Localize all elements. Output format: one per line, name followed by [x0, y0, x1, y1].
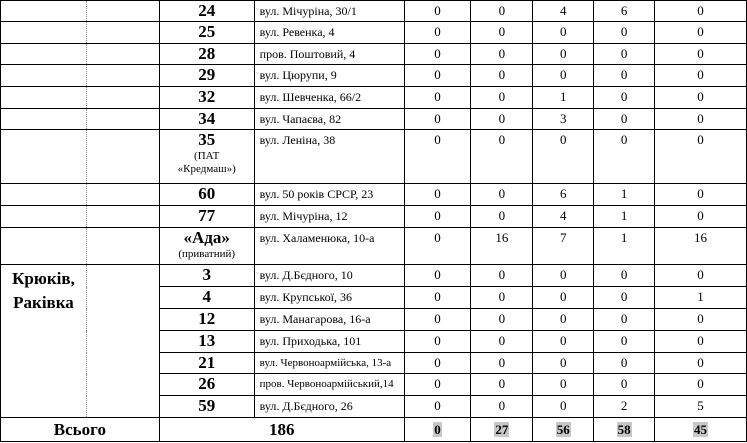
school-number-text: 59 [198, 396, 216, 415]
table-row [1, 65, 747, 87]
district-cell [1, 87, 87, 109]
value-cell: 0 [655, 65, 747, 87]
school-number-text: 12 [198, 309, 216, 328]
value-cell: 0 [404, 228, 471, 265]
value-cell: 16 [655, 228, 747, 265]
value-cell: 1 [594, 206, 655, 228]
value-cell: 0 [471, 265, 533, 287]
school-note: (приватний) [178, 248, 236, 260]
value-cell: 0 [471, 1, 533, 22]
table-row [1, 44, 747, 65]
value-cell: 0 [471, 130, 533, 184]
value-cell: 0 [471, 184, 533, 206]
school-number-text: 32 [198, 87, 216, 106]
value-cell: 1 [594, 184, 655, 206]
school-address: вул. Д.Бєдного, 26 [254, 396, 404, 418]
school-address: пров. Поштовий, 4 [254, 44, 404, 65]
table-row [1, 206, 747, 228]
district-cell [86, 206, 159, 228]
school-number [159, 331, 254, 353]
value-cell: 0 [655, 206, 747, 228]
value-cell: 0 [655, 374, 747, 396]
district-cell [86, 1, 159, 22]
school-address: вул. Д.Бєдного, 10 [254, 265, 404, 287]
value-cell: 0 [533, 287, 594, 309]
school-address: вул. Червоноармійська, 13-а [254, 353, 404, 374]
value-cell: 0 [655, 184, 747, 206]
table-body [1, 1, 747, 442]
total-value: 56 [556, 421, 570, 437]
value-cell: 0 [471, 309, 533, 331]
value-cell: 0 [655, 87, 747, 109]
value-cell: 0 [594, 353, 655, 374]
value-cell: 0 [655, 265, 747, 287]
value-cell: 0 [404, 374, 471, 396]
value-cell: 0 [471, 109, 533, 130]
school-number [159, 44, 254, 65]
school-note: «Кредмаш») [177, 163, 236, 175]
value-cell: 0 [404, 265, 471, 287]
value-cell: 0 [471, 396, 533, 418]
value-cell: 5 [655, 396, 747, 418]
value-cell: 0 [533, 22, 594, 44]
school-number [159, 109, 254, 130]
value-cell: 0 [655, 44, 747, 65]
school-address: вул. Халаменюка, 10-а [254, 228, 404, 265]
value-cell: 0 [594, 331, 655, 353]
value-cell: 1 [533, 87, 594, 109]
table-row [1, 1, 747, 22]
school-number-text: 21 [198, 353, 216, 372]
school-number [159, 287, 254, 309]
value-cell: 0 [404, 109, 471, 130]
value-cell: 0 [655, 109, 747, 130]
value-cell: 0 [594, 265, 655, 287]
school-number [159, 374, 254, 396]
school-number [159, 184, 254, 206]
value-cell: 0 [404, 353, 471, 374]
value-cell: 0 [594, 309, 655, 331]
district-cell [86, 22, 159, 44]
school-number [159, 1, 254, 22]
value-cell: 0 [471, 44, 533, 65]
district-cell [86, 265, 159, 418]
school-address: вул. Леніна, 38 [254, 130, 404, 184]
value-cell: 1 [594, 228, 655, 265]
value-cell: 0 [404, 130, 471, 184]
school-number-text: 3 [202, 265, 211, 284]
district-cell [86, 228, 159, 265]
school-number-text: 4 [202, 287, 211, 306]
value-cell: 6 [533, 184, 594, 206]
school-number-text: 25 [198, 22, 216, 41]
table-row [1, 22, 747, 44]
district-cell [1, 109, 87, 130]
value-cell: 16 [471, 228, 533, 265]
school-number [159, 22, 254, 44]
value-cell: 0 [533, 130, 594, 184]
value-cell: 0 [594, 130, 655, 184]
value-cell: 0 [404, 309, 471, 331]
value-cell: 0 [655, 22, 747, 44]
table-row [1, 184, 747, 206]
value-cell: 0 [471, 374, 533, 396]
value-cell: 4 [533, 206, 594, 228]
total-value-cell [404, 418, 471, 442]
value-cell: 0 [533, 309, 594, 331]
school-address: вул. Мічуріна, 30/1 [254, 1, 404, 22]
value-cell: 0 [404, 206, 471, 228]
value-cell: 0 [404, 1, 471, 22]
school-number-text: 77 [198, 206, 216, 225]
district-cell [1, 65, 87, 87]
total-row [1, 418, 747, 442]
value-cell: 0 [404, 22, 471, 44]
total-number: 186 [159, 418, 404, 442]
school-number [159, 309, 254, 331]
school-address: вул. Шевченка, 66/2 [254, 87, 404, 109]
value-cell: 0 [533, 331, 594, 353]
value-cell: 0 [404, 65, 471, 87]
value-cell: 0 [404, 44, 471, 65]
district-cell [1, 1, 87, 22]
value-cell: 0 [655, 331, 747, 353]
value-cell: 3 [533, 109, 594, 130]
school-number [159, 206, 254, 228]
school-address: вул. 50 років СРСР, 23 [254, 184, 404, 206]
table-row [1, 228, 747, 265]
value-cell: 0 [594, 22, 655, 44]
school-number-text: 26 [198, 374, 216, 393]
school-number-text: 35 [198, 130, 216, 149]
value-cell: 0 [471, 353, 533, 374]
value-cell: 0 [655, 130, 747, 184]
district-cell [1, 44, 87, 65]
value-cell: 0 [471, 22, 533, 44]
district-cell [86, 44, 159, 65]
district-cell [1, 228, 87, 265]
district-cell [1, 22, 87, 44]
value-cell: 0 [594, 87, 655, 109]
district-cell [1, 265, 87, 418]
value-cell: 4 [533, 1, 594, 22]
school-number-text: 24 [198, 1, 216, 20]
value-cell: 0 [471, 65, 533, 87]
value-cell: 0 [471, 287, 533, 309]
value-cell: 0 [404, 331, 471, 353]
value-cell: 0 [404, 184, 471, 206]
school-address: вул. Манагарова, 16-а [254, 309, 404, 331]
school-number [159, 353, 254, 374]
school-number [159, 130, 254, 184]
total-label: Всього [1, 418, 160, 442]
value-cell: 0 [404, 287, 471, 309]
school-address: пров. Червоноармійський,14 [254, 374, 404, 396]
district-cell [1, 184, 87, 206]
school-address: вул. Цюрупи, 9 [254, 65, 404, 87]
school-number [159, 265, 254, 287]
total-value-cell [533, 418, 594, 442]
district-cell [86, 109, 159, 130]
value-cell: 0 [533, 65, 594, 87]
total-value-cell [471, 418, 533, 442]
table-row [1, 265, 747, 287]
value-cell: 0 [655, 1, 747, 22]
school-address: вул. Приходька, 101 [254, 331, 404, 353]
school-number-text: 13 [198, 331, 216, 350]
table-row [1, 130, 747, 184]
value-cell: 0 [533, 396, 594, 418]
school-number [159, 65, 254, 87]
district-cell [1, 130, 87, 184]
school-number [159, 396, 254, 418]
value-cell: 0 [533, 353, 594, 374]
value-cell: 0 [594, 374, 655, 396]
district-label: Крюків, [12, 269, 75, 288]
school-number-text: 28 [198, 44, 216, 63]
value-cell: 0 [471, 331, 533, 353]
school-address: вул. Крупської, 36 [254, 287, 404, 309]
value-cell: 2 [594, 396, 655, 418]
value-cell: 0 [471, 87, 533, 109]
school-number [159, 87, 254, 109]
total-value-cell [655, 418, 747, 442]
district-cell [86, 65, 159, 87]
school-note: (ПАТ [194, 150, 220, 162]
school-address: вул. Чапаєва, 82 [254, 109, 404, 130]
value-cell: 7 [533, 228, 594, 265]
school-address: вул. Мічуріна, 12 [254, 206, 404, 228]
value-cell: 0 [404, 396, 471, 418]
value-cell: 0 [594, 65, 655, 87]
school-number-text: 29 [198, 65, 216, 84]
school-number-text: 60 [198, 184, 216, 203]
district-cell [86, 130, 159, 184]
value-cell: 0 [594, 109, 655, 130]
table-row [1, 87, 747, 109]
school-number-text: 34 [198, 109, 216, 128]
value-cell: 0 [533, 265, 594, 287]
school-address: вул. Ревенка, 4 [254, 22, 404, 44]
total-value: 45 [694, 421, 708, 437]
value-cell: 0 [655, 353, 747, 374]
value-cell: 0 [471, 206, 533, 228]
district-cell [1, 206, 87, 228]
total-value-cell [594, 418, 655, 442]
district-cell [86, 87, 159, 109]
total-value: 58 [617, 421, 631, 437]
school-number-text: «Ада» [183, 228, 230, 247]
value-cell: 6 [594, 1, 655, 22]
value-cell: 0 [594, 287, 655, 309]
table-row [1, 109, 747, 130]
value-cell: 0 [533, 44, 594, 65]
total-value: 27 [495, 421, 509, 437]
value-cell: 1 [655, 287, 747, 309]
value-cell: 0 [533, 374, 594, 396]
district-label: Ракiвка [13, 293, 74, 312]
school-number [159, 228, 254, 265]
district-cell [86, 184, 159, 206]
value-cell: 0 [404, 87, 471, 109]
value-cell: 0 [594, 44, 655, 65]
total-value: 0 [434, 421, 441, 437]
value-cell: 0 [655, 309, 747, 331]
